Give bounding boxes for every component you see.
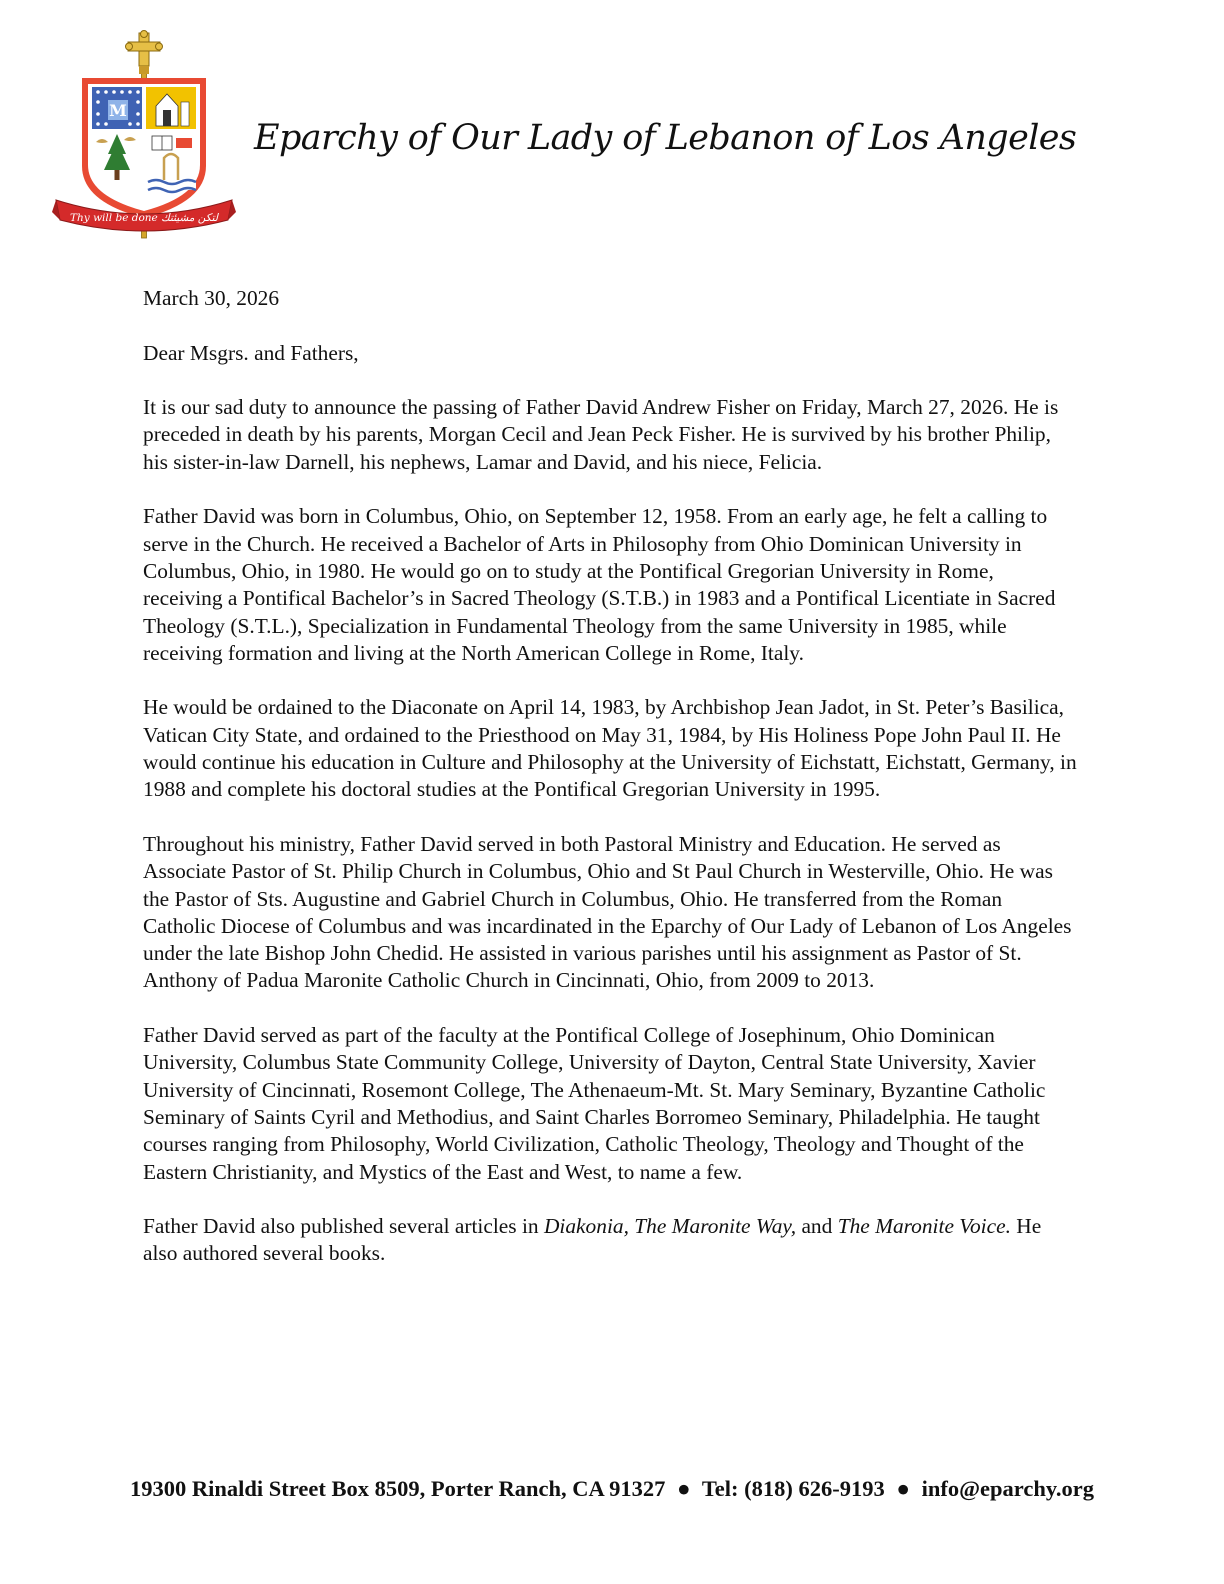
publication-titles-2: The Maronite Voice.: [837, 1214, 1011, 1239]
coat-of-arms-icon: [52, 30, 236, 242]
footer-phone: Tel: (818) 626-9193: [701, 1476, 885, 1501]
footer-separator: ●: [896, 1476, 910, 1501]
letter-date: March 30, 2026: [143, 286, 280, 310]
footer-address: 19300 Rinaldi Street Box 8509, Porter Ranch, CA 91327: [130, 1476, 666, 1501]
paragraph-ordination: He would be ordained to the Diaconate on April 14, 1983, by Archbishop Jean Jadot, in St. Peter’s Basilica, Vatican City State, and ordained to the Priesthood on May 31, 1984, by His Holiness Pope John Paul II. He would continue his education in Culture and Philosophy at the University of Eichstatt, Eichstatt, Germany, in 1988 and complete his doctoral studies at the Pontifical Gregorian University in 1995.: [143, 695, 1077, 802]
paragraph-faculty: Father David served as part of the faculty at the Pontifical College of Josephinum, Ohio Dominican University, Columbus State Community College, University of Dayton, Central State University, Xavier University of Cincinnati, Rosemont College, The Athenaeum-Mt. St. Mary Seminary, Byzantine Catholic Seminary of Saints Cyril and Methodius, and Saint Charles Borromeo Seminary, Philadelphia. He taught courses ranging from Philosophy, World Civilization, Catholic Theology, Theology and Thought of the Eastern Christianity, and Mystics of the East and West, to name a few.: [143, 1023, 1046, 1184]
paragraph-ministry: Throughout his ministry, Father David served in both Pastoral Ministry and Education. He served as Associate Pastor of St. Philip Church in Columbus, Ohio and St Paul Church in Westerville, Ohio. He was the Pastor of Sts. Augustine and Gabriel Church in Columbus, Ohio. He transferred from the Roman Catholic Diocese of Columbus and was incardinated in the Eparchy of Our Lady of Lebanon of Los Angeles under the late Bishop John Chedid. He assisted in various parishes until his assignment as Pastor of St. Anthony of Padua Maronite Catholic Church in Cincinnati, Ohio, from 2009 to 2013.: [143, 831, 1072, 993]
publications-mid: and: [796, 1214, 838, 1239]
letter-salutation: Dear Msgrs. and Fathers,: [143, 340, 359, 365]
letter-body: [143, 285, 1078, 1295]
paragraph-early-life-education: Father David was born in Columbus, Ohio, on September 12, 1958. From an early age, he felt a calling to serve in the Church. He received a Bachelor of Arts in Philosophy from Ohio Dominican University in Columbus, Ohio, in 1980. He would go on to study at the Pontifical Gregorian University in Rome, receiving a Pontifical Bachelor’s in Sacred Theology (S.T.B.) in 1983 and a Pontifical Licentiate in Sacred Theology (S.T.L.), Specialization in Fundamental Theology from the same University in 1985, while receiving formation and living at the North American College in Rome, Italy.: [143, 504, 1056, 665]
footer-separator: ●: [677, 1476, 691, 1501]
paragraph-publications: [143, 1213, 1078, 1268]
svg-text:M: M: [109, 101, 127, 120]
letterhead-footer: [0, 1476, 1224, 1502]
svg-text:Thy will be done لتكن مشيئتك: Thy will be done لتكن مشيئتك: [70, 212, 218, 224]
paragraph-announcement: It is our sad duty to announce the passing of Father David Andrew Fisher on Friday, March 27, 2026. He is preceded in death by his parents, Morgan Cecil and Jean Peck Fisher. He is survived by his brother Philip, his sister-in-law Darnell, his nephews, Lamar and David, and his niece, Felicia.: [143, 395, 1059, 474]
footer-email: info@eparchy.org: [921, 1476, 1094, 1501]
publication-titles-1: Diakonia, The Maronite Way,: [543, 1214, 797, 1239]
publications-suffix: He also authored several books.: [143, 1214, 1042, 1266]
eparchy-crest-logo: [52, 30, 236, 242]
organization-title: Eparchy of Our Lady of Lebanon of Los Angeles: [254, 118, 1077, 158]
publications-prefix: Father David also published several articles in: [143, 1214, 544, 1239]
